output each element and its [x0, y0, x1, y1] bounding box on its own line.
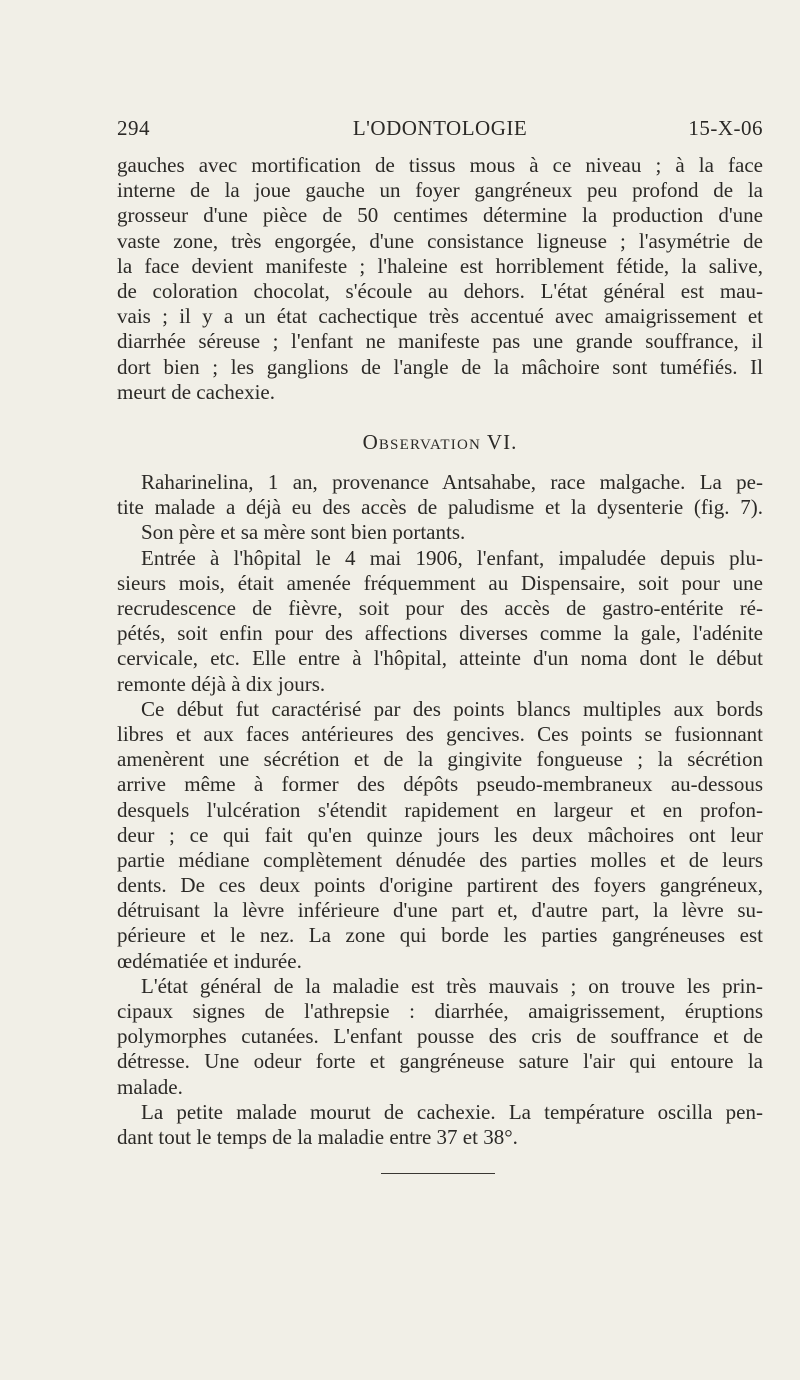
text-line: Son père et sa mère sont bien portants.: [141, 520, 466, 545]
text-line: dents. De ces deux points d'origine partirent des foyers gangréneux,: [117, 873, 763, 898]
text-line: deur ; ce qui fait qu'en quinze jours les deux mâchoires ont leur: [117, 822, 763, 847]
text-line: arrive même à former des dépôts pseudo-membraneux au-dessous: [117, 772, 763, 797]
text-line: vais ; il y a un état cachectique très accentué avec amaigrissement et: [117, 304, 763, 329]
text-line: de coloration chocolat, s'écoule au dehors. L'état général est mau-: [117, 278, 763, 303]
section-heading: [117, 430, 763, 455]
text-line: partie médiane complètement dénudée des parties molles et de leurs: [117, 847, 763, 872]
page-number: 294: [117, 116, 150, 140]
text-line: œdématiée et indurée.: [117, 948, 302, 973]
text-line: tite malade a déjà eu des accès de paludisme et la dysenterie (fig. 7).: [117, 495, 763, 520]
text-line: La petite malade mourut de cachexie. La température oscilla pen-: [141, 1099, 763, 1124]
text-line: recrudescence de fièvre, soit pour des accès de gastro-entérite ré-: [117, 596, 763, 620]
paragraph-general-state: [117, 974, 763, 1100]
text-line: Ce début fut caractérisé par des points blancs multiples aux bords: [141, 696, 763, 721]
issue-date: 15-X-06: [688, 116, 763, 140]
text-line: grosseur d'une pièce de 50 centimes détermine la production d'une: [117, 203, 763, 228]
text-line: pétés, soit enfin pour des affections diverses comme la gale, l'adénite: [117, 621, 763, 646]
paragraph-patient-intro: [117, 470, 763, 546]
text-line: L'état général de la maladie est très mauvais ; on trouve les prin-: [141, 973, 763, 998]
text-line: Entrée à l'hôpital le 4 mai 1906, l'enfant, impaludée depuis plu-: [141, 545, 763, 570]
body-text: [117, 153, 763, 1150]
text-line: cipaux signes de l'athrepsie : diarrhée, amaigrissement, éruptions: [117, 999, 763, 1023]
text-line: malade.: [117, 1074, 183, 1099]
running-header: [117, 116, 763, 146]
paragraph-admission: [117, 546, 763, 697]
text-line: dort bien ; les ganglions de l'angle de la mâchoire sont tuméfiés. Il: [117, 354, 763, 379]
paragraph-onset: [117, 697, 763, 974]
section-end-rule: [381, 1173, 495, 1174]
text-line: sieurs mois, était amenée fréquemment au Dispensaire, soit pour une: [117, 570, 763, 595]
text-line: libres et aux faces antérieures des gencives. Ces points se fusionnant: [117, 721, 763, 746]
text-line: dant tout le temps de la maladie entre 37 et 38°.: [117, 1124, 518, 1149]
text-line: gauches avec mortification de tissus mous à ce niveau ; à la face: [117, 153, 763, 177]
text-line: vaste zone, très engorgée, d'une consistance ligneuse ; l'asymétrie de: [117, 228, 763, 253]
text-line: diarrhée séreuse ; l'enfant ne manifeste pas une grande souffrance, il: [117, 329, 763, 354]
text-line: desquels l'ulcération s'étendit rapidement en largeur et en profon-: [117, 797, 763, 822]
heading-initial: O: [362, 429, 379, 454]
text-line: la face devient manifeste ; l'haleine est horriblement fétide, la salive,: [117, 253, 763, 278]
journal-title: L'ODONTOLOGIE: [352, 116, 528, 140]
paragraph-outcome: [117, 1100, 763, 1150]
text-line: meurt de cachexie.: [117, 379, 275, 404]
text-line: polymorphes cutanées. L'enfant pousse des cris de souffrance et de: [117, 1024, 763, 1049]
text-line: remonte déjà à dix jours.: [117, 671, 326, 696]
text-line: périeure et le nez. La zone qui borde les parties gangréneuses est: [117, 923, 763, 948]
text-line: cervicale, etc. Elle entre à l'hôpital, atteinte d'un noma dont le début: [117, 646, 763, 671]
text-line: détresse. Une odeur forte et gangréneuse sature l'air qui entoure la: [117, 1049, 763, 1074]
heading-numeral: VI.: [486, 429, 518, 454]
paragraph-continuation: [117, 153, 763, 405]
text-line: interne de la joue gauche un foyer gangréneux peu profond de la: [117, 178, 763, 203]
text-line: détruisant la lèvre inférieure d'une part et, d'autre part, la lèvre su-: [117, 898, 763, 923]
heading-smallcaps: BSERVATION: [378, 436, 482, 453]
text-line: amenèrent une sécrétion et de la gingivite fongueuse ; la sécrétion: [117, 747, 763, 772]
text-line: Raharinelina, 1 an, provenance Antsahabe, race malgache. La pe-: [141, 470, 763, 495]
